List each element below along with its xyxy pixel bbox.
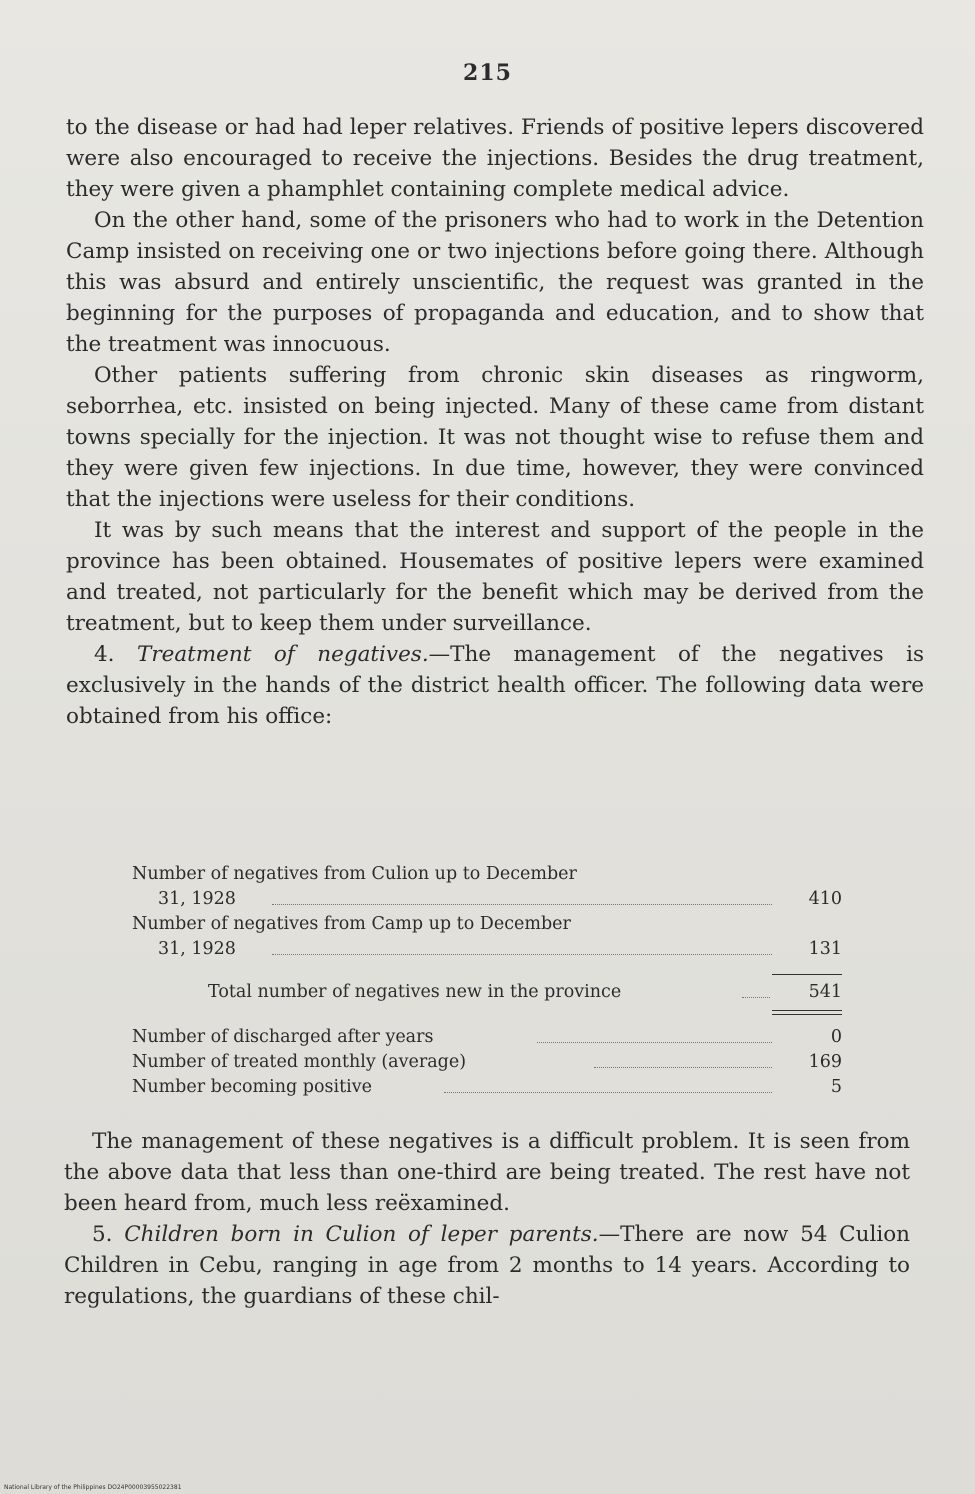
row1-label-line1: Number of negatives from Culion up to December	[132, 864, 577, 884]
paragraph-1: to the disease or had had leper relatives. Friends of positive lepers discovered were also encouraged to receive the injections. Besides the drug treatment, they were given a phamphlet containing complete medical advice.	[66, 115, 924, 202]
row2-label-line1: Number of negatives from Camp up to December	[132, 914, 571, 934]
leader-dots	[594, 1067, 772, 1068]
row2-value: 131	[808, 939, 842, 959]
table-row	[132, 1075, 852, 1100]
table-row	[132, 887, 852, 912]
leader-dots	[272, 904, 772, 905]
table-row	[132, 980, 852, 1005]
section-5-heading: Children born in Culion of leper parents.	[124, 1222, 599, 1247]
leader-dots	[742, 997, 770, 998]
row3-value: 0	[830, 1027, 842, 1047]
row5-label: Number becoming positive	[132, 1077, 372, 1097]
section-5-text: —There are now 54 Culion Children in Cebu, ranging in age from 2 months to 14 years. According to regulations, the guardians of these chil-	[64, 1222, 911, 1309]
total-double-rule	[772, 1010, 842, 1015]
body-text-top	[66, 112, 924, 732]
section-5-number: 5.	[92, 1222, 113, 1247]
body-text-bottom	[64, 1126, 910, 1312]
table-row	[132, 1050, 852, 1075]
table-row	[132, 1025, 852, 1050]
paragraph-2: On the other hand, some of the prisoners who had to work in the Detention Camp insisted on receiving one or two injections before going there. Although this was absurd and entirely unscientific, the request was granted in the beginning for the purposes of propaganda and education, and to show that the treatment was innocuous.	[66, 208, 924, 357]
paragraph-4: It was by such means that the interest and support of the people in the province has been obtained. Housemates of positive lepers were examined and treated, not particularly for the benefit which may be derived from the treatment, but to keep them under surveillance.	[66, 518, 924, 636]
section-4-paragraph	[66, 639, 924, 732]
leader-dots	[272, 954, 772, 955]
leader-dots	[537, 1042, 772, 1043]
row4-label: Number of treated monthly (average)	[132, 1052, 467, 1072]
row3-label: Number of discharged after years	[132, 1027, 434, 1047]
table-row	[132, 937, 852, 962]
row2-label-line2: 31, 1928	[158, 939, 236, 959]
row4-value: 169	[808, 1052, 842, 1072]
library-footer: National Library of the Philippines DO24P00003955022381	[4, 1484, 182, 1491]
row1-label-line2: 31, 1928	[158, 889, 236, 909]
total-value: 541	[808, 982, 842, 1002]
table-row	[132, 912, 852, 937]
paragraph-3: Other patients suffering from chronic skin diseases as ringworm, seborrhea, etc. insisted on being injected. Many of these came from distant towns specially for the injection. It was not thought wise to refuse them and they were given few injections. In due time, however, they were convinced that the injections were useless for their conditions.	[66, 363, 924, 512]
row5-value: 5	[830, 1077, 842, 1097]
page-number: 215	[463, 60, 512, 86]
section-4-heading: Treatment of negatives.	[137, 642, 429, 667]
sum-rule	[772, 974, 842, 975]
section-4-text: —The management of the negatives is exclusively in the hands of the district health officer. The following data were obtained from his office:	[66, 642, 924, 729]
total-label: Total number of negatives new in the province	[208, 982, 622, 1002]
paragraph-after-table: The management of these negatives is a difficult problem. It is seen from the above data that less than one-third are being treated. The rest have not been heard from, much less reëxamined.	[64, 1129, 910, 1216]
leader-dots	[444, 1092, 772, 1093]
table-row	[132, 862, 852, 887]
rule-spacer	[132, 962, 852, 980]
rule-spacer	[132, 1005, 852, 1025]
section-5-paragraph	[64, 1219, 910, 1312]
section-4-number: 4.	[94, 642, 115, 667]
row1-value: 410	[808, 889, 842, 909]
negatives-data-table	[132, 862, 852, 1100]
